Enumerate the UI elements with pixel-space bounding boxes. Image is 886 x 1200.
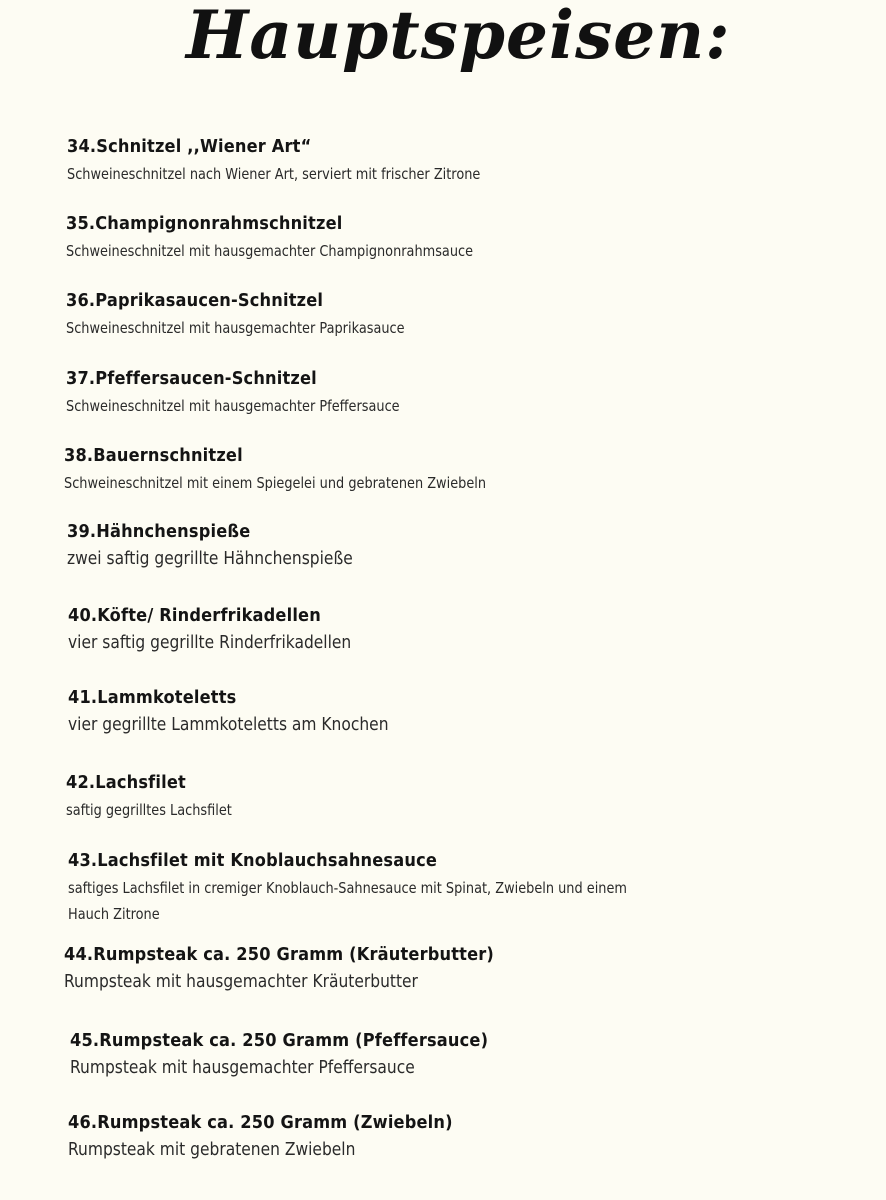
menu-item	[64, 445, 824, 496]
menu-item-name: 37.Pfeffersaucen-Schnitzel	[66, 368, 317, 389]
menu-item-description: saftiges Lachsfilet in cremiger Knoblauch-Sahnesauce mit Spinat, Zwiebeln und einem Hauch Zitrone	[68, 879, 627, 923]
menu-item	[66, 772, 826, 823]
menu-item-name: 45.Rumpsteak ca. 250 Gramm (Pfeffersauce)	[70, 1030, 489, 1051]
menu-item-description: Schweineschnitzel mit hausgemachter Champignonrahmsauce	[66, 242, 474, 260]
menu-item-name: 41.Lammkoteletts	[68, 687, 237, 708]
menu-item-name: 42.Lachsfilet	[66, 772, 186, 793]
menu-item	[66, 290, 826, 341]
menu-item	[64, 944, 824, 995]
menu-item-description: vier saftig gegrillte Rinderfrikadellen	[68, 632, 352, 653]
menu-item	[66, 368, 826, 419]
menu-item-description: zwei saftig gegrillte Hähnchenspieße	[67, 548, 353, 569]
menu-item	[70, 1030, 830, 1081]
menu-item-name: 35.Champignonrahmschnitzel	[66, 213, 343, 234]
menu-item	[67, 136, 827, 187]
menu-item	[68, 687, 828, 738]
menu-item-description: Rumpsteak mit hausgemachter Kräuterbutter	[64, 971, 418, 992]
menu-item	[68, 1112, 828, 1163]
menu-item-name: 39.Hähnchenspieße	[67, 521, 251, 542]
menu-item-description: Rumpsteak mit gebratenen Zwiebeln	[68, 1139, 356, 1160]
menu-item-description: saftig gegrilltes Lachsfilet	[66, 801, 232, 819]
menu-item	[68, 850, 828, 927]
menu-item-description: vier gegrillte Lammkoteletts am Knochen	[68, 714, 389, 735]
menu-item-description: Schweineschnitzel mit einem Spiegelei und gebratenen Zwiebeln	[64, 474, 487, 492]
menu-item	[68, 605, 828, 656]
menu-item-name: 34.Schnitzel ,,Wiener Art“	[67, 136, 312, 157]
menu-item-description: Schweineschnitzel mit hausgemachter Paprikasauce	[66, 319, 405, 337]
menu-item-name: 43.Lachsfilet mit Knoblauchsahnesauce	[68, 850, 438, 871]
page-title: Hauptspeisen:	[186, 0, 731, 74]
menu-item-name: 36.Paprikasaucen-Schnitzel	[66, 290, 324, 311]
menu-item-name: 40.Köfte/ Rinderfrikadellen	[68, 605, 321, 626]
menu-item-description: Schweineschnitzel mit hausgemachter Pfeffersauce	[66, 397, 400, 415]
menu-item-description: Rumpsteak mit hausgemachter Pfeffersauce	[70, 1057, 415, 1078]
menu-item	[66, 213, 826, 264]
menu-item	[67, 521, 827, 572]
menu-item-name: 46.Rumpsteak ca. 250 Gramm (Zwiebeln)	[68, 1112, 453, 1133]
menu-item-name: 38.Bauernschnitzel	[64, 445, 243, 466]
menu-item-name: 44.Rumpsteak ca. 250 Gramm (Kräuterbutter)	[64, 944, 495, 965]
menu-item-description: Schweineschnitzel nach Wiener Art, serviert mit frischer Zitrone	[67, 165, 481, 183]
